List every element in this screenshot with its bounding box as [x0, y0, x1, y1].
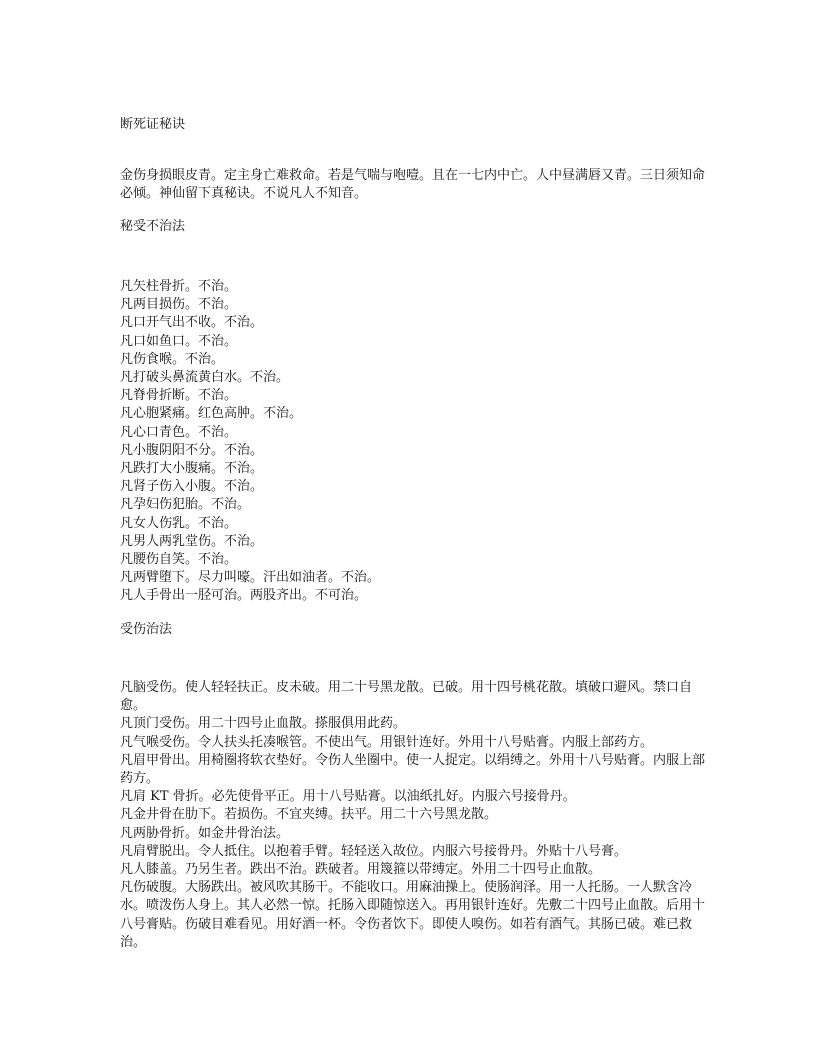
list-item: 凡两臂堕下。尽力叫嚎。汗出如油者。不治。: [120, 570, 381, 586]
list-item: 凡小腹阴阳不分。不治。: [120, 442, 264, 458]
heading: 受伤治法: [120, 622, 173, 637]
section-title-treatment: [120, 621, 708, 639]
list-item: 凡眉甲骨出。用椅圈将软衣垫好。令伤人坐圈中。使一人捉定。以绢缚之。外用十八号贴膏。内服上部药方。: [120, 752, 706, 787]
list-item: 凡人膝盖。乃另生者。跌出不治。跌破者。用篾箍以带缚定。外用二十四号止血散。: [120, 862, 602, 878]
heading: 秘受不治法: [120, 219, 186, 234]
list-item: 凡顶门受伤。用二十四号止血散。搽服俱用此药。: [120, 716, 407, 732]
list-item: 凡男人两乳堂伤。不治。: [120, 533, 264, 549]
list-item: 凡跌打大小腹痛。不治。: [120, 461, 264, 477]
death-signs-text: [120, 167, 708, 203]
list-item: 凡两胁骨折。如金井骨治法。: [120, 825, 290, 841]
list-item: 凡心胞紧痛。红色高肿。不治。: [120, 406, 303, 422]
paragraph: 金伤身损眼皮青。定主身亡难救命。若是气喘与咆噎。且在一七内中亡。人中昼满唇又青。三日须知命必倾。神仙留下真秘诀。不说凡人不知音。: [120, 168, 706, 202]
list-item: 凡金井骨在肋下。若损伤。不宜夹缚。扶平。用二十六号黑龙散。: [120, 807, 498, 823]
heading: 断死证秘诀: [120, 117, 186, 132]
list-item: 凡肩 KT 骨折。必先使骨平正。用十八号贴膏。以油纸扎好。内服六号接骨丹。: [120, 789, 576, 805]
list-item: 凡腰伤自笑。不治。: [120, 552, 238, 568]
untreatable-list: [120, 278, 708, 606]
section-title-untreatable: [120, 218, 708, 236]
list-item: 凡打破头鼻流黄白水。不治。: [120, 370, 290, 386]
list-item: 凡孕妇伤犯胎。不治。: [120, 497, 251, 513]
list-item: 凡肾子伤入小腹。不治。: [120, 479, 264, 495]
list-item: 凡口开气出不收。不治。: [120, 315, 264, 331]
list-item: 凡伤食喉。不治。: [120, 351, 225, 367]
list-item: 凡女人伤乳。不治。: [120, 515, 238, 531]
list-item: 凡心口青色。不治。: [120, 424, 238, 440]
list-item: 凡肩臂脱出。令人抵住。以抱着手臂。轻轻送入故位。内服六号接骨丹。外贴十八号膏。: [120, 843, 628, 859]
list-item: 凡伤破腹。大肠跌出。被风吹其肠干。不能收口。用麻油操上。使肠润泽。用一人托肠。一人默含冷水。喷泼伤人身上。其人必然一惊。托肠入即随惊送入。再用银针连好。先敷二十四号止血散。后用十八号膏贴。伤破目难看见。用好酒一杯。令伤者饮下。即使人嗅伤。如若有酒气。其肠已破。难已救治。: [120, 880, 706, 950]
list-item: 凡脑受伤。使人轻轻扶正。皮未破。用二十号黑龙散。已破。用十四号桃花散。填破口避风。禁口自愈。: [120, 680, 693, 714]
treatment-list: [120, 679, 708, 952]
section-title-death-signs: [120, 116, 708, 134]
list-item: 凡气喉受伤。令人扶头托凑喉管。不使出气。用银针连好。外用十八号贴膏。内服上部药方。: [120, 734, 654, 750]
list-item: 凡矢柱骨折。不治。: [120, 279, 238, 294]
list-item: 凡脊骨折断。不治。: [120, 388, 238, 404]
list-item: 凡两目损伤。不治。: [120, 297, 238, 313]
list-item: 凡口如鱼口。不治。: [120, 333, 238, 349]
list-item: 凡人手骨出一胫可治。两股齐出。不可治。: [120, 588, 368, 604]
